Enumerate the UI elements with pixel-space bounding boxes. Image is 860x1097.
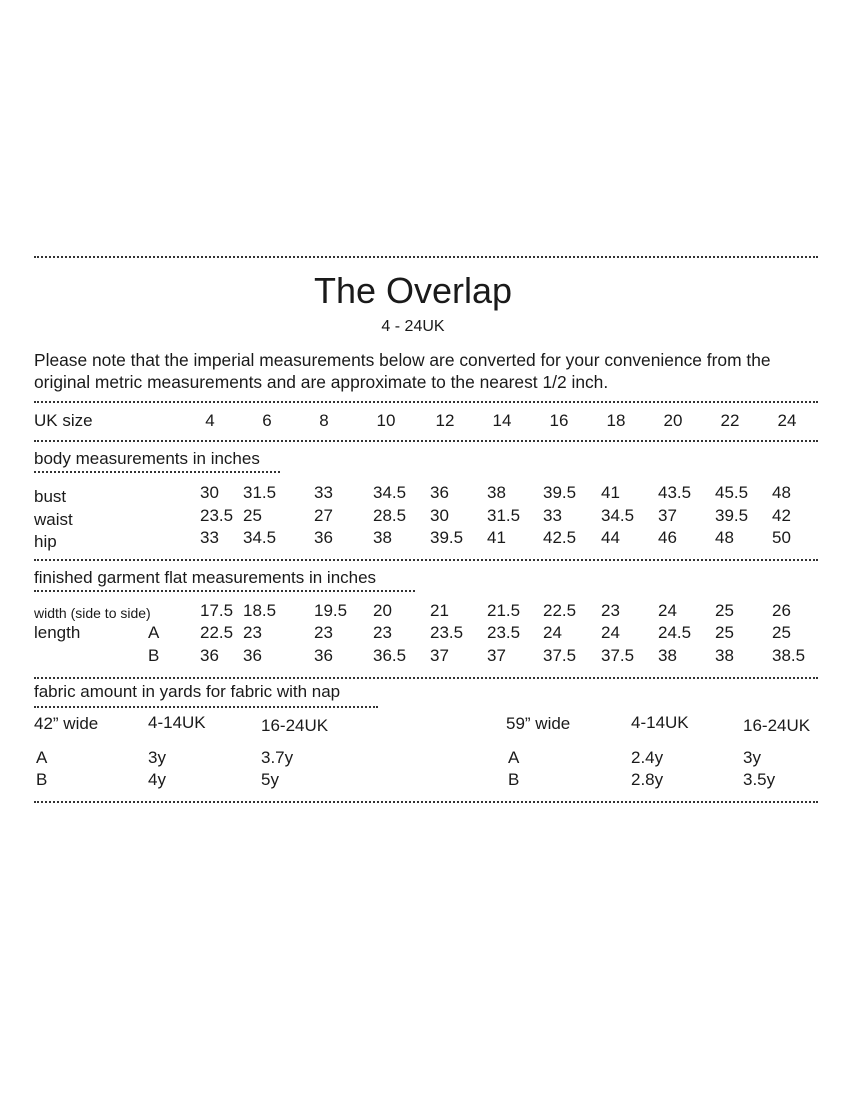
table-cell: 36 (430, 483, 449, 502)
table-cell: 18.5 (243, 601, 277, 620)
table-cell: 38 (487, 483, 506, 502)
table-cell: 39.5 (715, 506, 749, 525)
size-range: 4 - 24UK (381, 318, 445, 335)
table-cell: 34.5 (243, 528, 277, 547)
fabric-amount: 3y (743, 748, 761, 767)
table-cell: 24.5 (658, 623, 692, 642)
fabric-view-label: B (508, 770, 520, 789)
body-heading: body measurements in inches (34, 449, 260, 468)
table-cell: 21.5 (487, 601, 521, 620)
table-cell: 46 (658, 528, 677, 547)
table-cell: 22.5 (543, 601, 577, 620)
note-line-1: Please note that the imperial measurements below are converted for your convenience from the (34, 350, 771, 370)
table-cell: 36 (200, 646, 219, 665)
note-line-2: original metric measurements and are approximate to the nearest 1/2 inch. (34, 372, 609, 392)
fabric-amount: 3.5y (743, 770, 776, 789)
fabric-width-label: 42” wide (34, 714, 99, 733)
table-cell: 34.5 (373, 483, 407, 502)
table-cell: 48 (772, 483, 791, 502)
fabric-view-label: B (36, 770, 48, 789)
divider (34, 559, 818, 561)
size-column-header: 4 (205, 411, 215, 430)
table-cell: 36 (314, 528, 333, 547)
fabric-view-label: A (508, 748, 520, 767)
fabric-amount: 3y (148, 748, 166, 767)
table-cell: 45.5 (715, 483, 749, 502)
table-cell: 37 (487, 646, 506, 665)
size-column-header: 18 (606, 411, 626, 430)
table-cell: 19.5 (314, 601, 348, 620)
table-cell: 33 (314, 483, 333, 502)
fabric-amount: 5y (261, 770, 279, 789)
table-cell: 38.5 (772, 646, 806, 665)
table-cell: 24 (543, 623, 562, 642)
table-cell: 42 (772, 506, 791, 525)
size-column-header: 20 (663, 411, 683, 430)
heading-underline (34, 590, 415, 592)
row-sublabel: A (148, 623, 160, 642)
size-column-header: 16 (549, 411, 569, 430)
table-cell: 37 (430, 646, 449, 665)
table-cell: 26 (772, 601, 791, 620)
uk-size-label: UK size (34, 411, 93, 430)
row-label: bust (34, 487, 67, 506)
table-cell: 38 (658, 646, 677, 665)
size-column-header: 6 (262, 411, 272, 430)
table-cell: 39.5 (543, 483, 577, 502)
table-cell: 39.5 (430, 528, 464, 547)
size-column-header: 14 (492, 411, 512, 430)
divider (34, 677, 818, 679)
table-cell: 33 (543, 506, 562, 525)
table-cell: 42.5 (543, 528, 577, 547)
garment-heading: finished garment flat measurements in inches (34, 568, 377, 587)
fabric-heading: fabric amount in yards for fabric with nap (34, 682, 341, 701)
table-cell: 41 (487, 528, 506, 547)
fabric-amount: 2.8y (631, 770, 664, 789)
row-label: waist (34, 510, 73, 529)
fabric-size-range: 4-14UK (148, 713, 206, 732)
table-cell: 31.5 (487, 506, 521, 525)
table-cell: 37.5 (601, 646, 635, 665)
fabric-view-label: A (36, 748, 48, 767)
size-column-header: 24 (777, 411, 797, 430)
fabric-width-label: 59” wide (506, 714, 571, 733)
table-cell: 31.5 (243, 483, 277, 502)
fabric-size-range: 16-24UK (743, 716, 811, 735)
row-sublabel: B (148, 646, 160, 665)
table-cell: 41 (601, 483, 620, 502)
divider (34, 401, 818, 403)
fabric-size-range: 16-24UK (261, 716, 329, 735)
table-cell: 37.5 (543, 646, 577, 665)
table-cell: 27 (314, 506, 333, 525)
table-cell: 33 (200, 528, 219, 547)
row-label: length (34, 623, 81, 642)
divider (34, 440, 818, 442)
fabric-amount: 4y (148, 770, 166, 789)
fabric-size-range: 4-14UK (631, 713, 689, 732)
divider (34, 256, 818, 258)
table-cell: 25 (715, 623, 734, 642)
table-cell: 38 (715, 646, 734, 665)
table-cell: 30 (430, 506, 449, 525)
fabric-amount: 3.7y (261, 748, 294, 767)
size-column-header: 10 (376, 411, 396, 430)
table-cell: 20 (373, 601, 392, 620)
divider (34, 801, 818, 803)
table-cell: 23 (243, 623, 262, 642)
table-cell: 25 (715, 601, 734, 620)
table-cell: 22.5 (200, 623, 234, 642)
table-cell: 21 (430, 601, 449, 620)
table-cell: 17.5 (200, 601, 234, 620)
table-cell: 23 (601, 601, 620, 620)
table-cell: 23.5 (487, 623, 521, 642)
table-cell: 34.5 (601, 506, 635, 525)
table-cell: 30 (200, 483, 219, 502)
heading-underline (34, 471, 280, 473)
table-cell: 38 (373, 528, 392, 547)
table-cell: 44 (601, 528, 620, 547)
table-cell: 37 (658, 506, 677, 525)
fabric-amount: 2.4y (631, 748, 664, 767)
table-cell: 36 (243, 646, 262, 665)
table-cell: 50 (772, 528, 791, 547)
row-label: width (side to side) (34, 605, 151, 621)
table-cell: 36.5 (373, 646, 407, 665)
size-column-header: 8 (319, 411, 329, 430)
table-cell: 25 (772, 623, 791, 642)
page-title: The Overlap (313, 270, 513, 311)
table-cell: 48 (715, 528, 734, 547)
table-cell: 43.5 (658, 483, 692, 502)
table-cell: 24 (658, 601, 677, 620)
table-cell: 25 (243, 506, 262, 525)
row-label: hip (34, 532, 57, 551)
table-cell: 23 (314, 623, 333, 642)
size-column-header: 22 (720, 411, 740, 430)
table-cell: 36 (314, 646, 333, 665)
table-cell: 23 (373, 623, 392, 642)
heading-underline (34, 706, 378, 708)
table-cell: 24 (601, 623, 620, 642)
table-cell: 28.5 (373, 506, 407, 525)
table-cell: 23.5 (430, 623, 464, 642)
size-column-header: 12 (435, 411, 455, 430)
table-cell: 23.5 (200, 506, 234, 525)
